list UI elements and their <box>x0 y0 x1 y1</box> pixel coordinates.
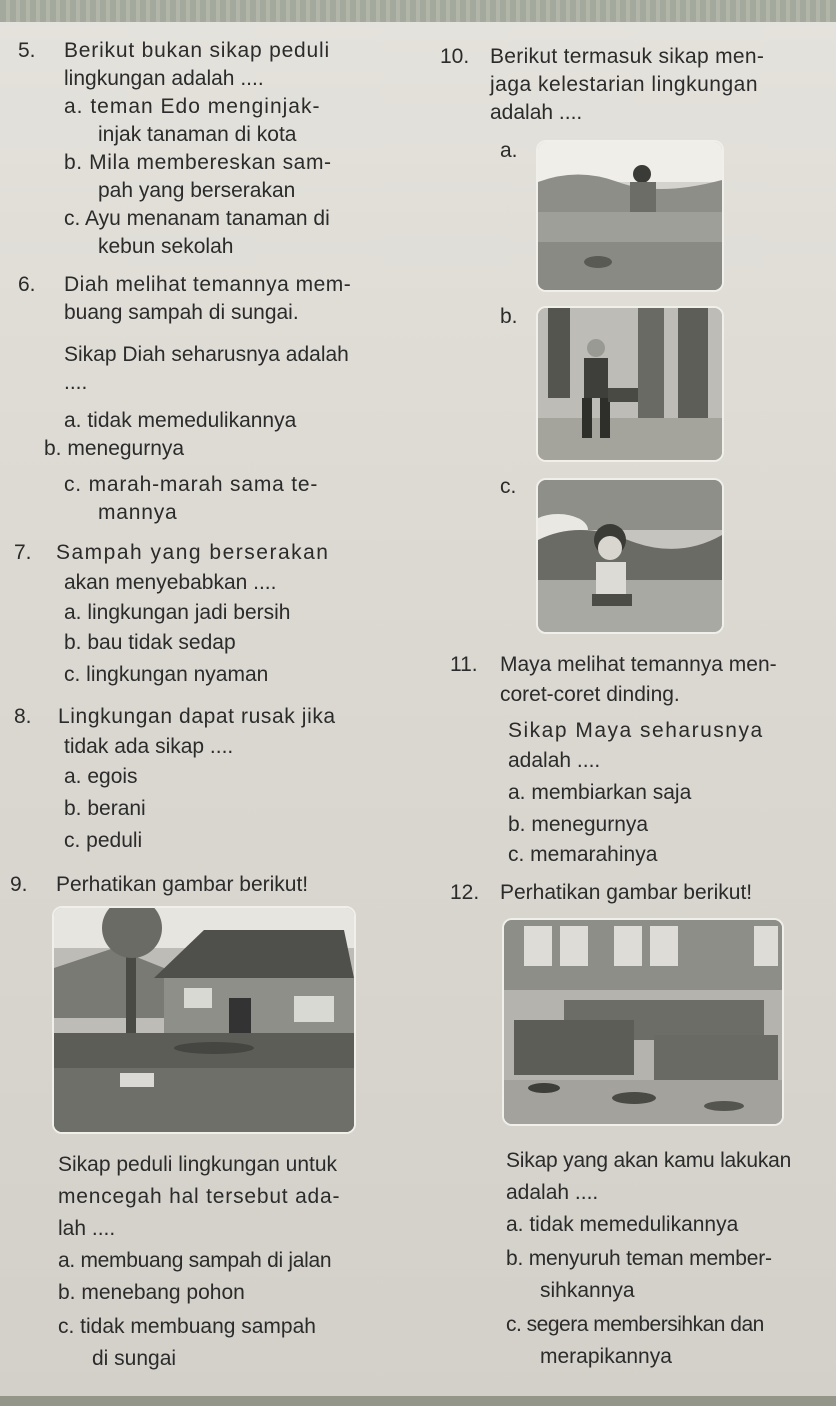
q11-line2: coret-coret dinding. <box>500 683 680 706</box>
q9-option-a: a. membuang sampah di jalan <box>58 1249 332 1272</box>
q10-option-c-label: c. <box>500 475 517 498</box>
q5-option-a-line1: a. teman Edo menginjak- <box>64 95 321 118</box>
q6-number: 6. <box>18 273 36 296</box>
q9-line1: Perhatikan gambar berikut! <box>56 873 309 896</box>
q11-line3: Sikap Maya seharusnya <box>508 719 764 742</box>
q6-line4: .... <box>64 371 88 394</box>
q10-number: 10. <box>440 45 470 68</box>
q9-number: 9. <box>10 873 28 896</box>
q6-option-c-line1: c. marah-marah sama te- <box>64 473 319 496</box>
q10-option-a-illustration <box>538 142 722 290</box>
q7-option-c: c. lingkungan nyaman <box>64 663 269 686</box>
q5-line2: lingkungan adalah .... <box>64 67 264 90</box>
q8-option-a: a. egois <box>64 765 138 788</box>
q12-option-b-line1: b. menyuruh teman member- <box>506 1247 772 1270</box>
q11-line4: adalah .... <box>508 749 601 772</box>
q5-number: 5. <box>18 39 36 62</box>
q11-option-a: a. membiarkan saja <box>508 781 692 804</box>
q12-picture-messy-classroom <box>502 918 784 1126</box>
q9-picture-village-trash <box>52 906 356 1134</box>
q9-stem-line3: lah .... <box>58 1217 116 1240</box>
q6-line2: buang sampah di sungai. <box>64 301 299 324</box>
q12-stem-line2: adalah .... <box>506 1181 599 1204</box>
q8-line2: tidak ada sikap .... <box>64 735 234 758</box>
q10-option-b-label: b. <box>500 305 518 328</box>
q11-option-c: c. memarahinya <box>508 843 658 866</box>
q11-number: 11. <box>450 653 478 676</box>
q5-line1: Berikut bukan sikap peduli <box>64 39 330 62</box>
q9-option-b: b. menebang pohon <box>58 1281 245 1304</box>
q7-line1: Sampah yang berserakan <box>56 541 330 564</box>
q9-illustration <box>54 908 354 1132</box>
q9-stem-line2: mencegah hal tersebut ada- <box>58 1185 341 1208</box>
q12-option-a: a. tidak memedulikannya <box>506 1213 739 1236</box>
q7-option-b: b. bau tidak sedap <box>64 631 236 654</box>
q8-option-c: c. peduli <box>64 829 143 852</box>
q8-option-b: b. berani <box>64 797 146 820</box>
q5-option-c-line1: c. Ayu menanam tanaman di <box>64 207 330 230</box>
q6-line1: Diah melihat temannya mem- <box>64 273 352 296</box>
page-bottom-edge <box>0 1396 836 1406</box>
q6-option-b: b. menegurnya <box>44 437 185 460</box>
q12-illustration <box>504 920 782 1124</box>
q12-line1: Perhatikan gambar berikut! <box>500 881 753 904</box>
q10-option-a-label: a. <box>500 139 518 162</box>
q7-number: 7. <box>14 541 32 564</box>
q5-option-a-line2: injak tanaman di kota <box>98 123 297 146</box>
q5-option-b-line1: b. Mila membereskan sam- <box>64 151 332 174</box>
q12-option-c-line1: c. segera membersihkan dan <box>506 1313 764 1336</box>
q9-option-c-line2: di sungai <box>92 1347 177 1370</box>
q7-option-a: a. lingkungan jadi bersih <box>64 601 291 624</box>
q5-option-c-line2: kebun sekolah <box>98 235 234 258</box>
q6-option-a: a. tidak memedulikannya <box>64 409 297 432</box>
q10-option-c-illustration <box>538 480 722 632</box>
q11-line1: Maya melihat temannya men- <box>500 653 777 676</box>
q10-option-c-picture <box>536 478 724 634</box>
q10-option-b-picture <box>536 306 724 462</box>
q12-option-b-line2: sihkannya <box>540 1279 635 1302</box>
q9-option-c-line1: c. tidak membuang sampah <box>58 1315 316 1338</box>
q8-line1: Lingkungan dapat rusak jika <box>58 705 336 728</box>
q11-option-b: b. menegurnya <box>508 813 649 836</box>
page-top-edge <box>0 0 836 22</box>
q12-option-c-line2: merapikannya <box>540 1345 672 1368</box>
q6-option-c-line2: mannya <box>98 501 178 524</box>
q10-option-a-picture <box>536 140 724 292</box>
q8-number: 8. <box>14 705 32 728</box>
q6-line3: Sikap Diah seharusnya adalah <box>64 343 349 366</box>
q5-option-b-line2: pah yang berserakan <box>98 179 296 202</box>
q10-line1: Berikut termasuk sikap men- <box>490 45 765 68</box>
q10-line2: jaga kelestarian lingkungan <box>490 73 759 96</box>
q10-line3: adalah .... <box>490 101 583 124</box>
q7-line2: akan menyebabkan .... <box>64 571 277 594</box>
q12-number: 12. <box>450 881 480 904</box>
q10-option-b-illustration <box>538 308 722 460</box>
q9-stem-line1: Sikap peduli lingkungan untuk <box>58 1153 338 1176</box>
q12-stem-line1: Sikap yang akan kamu lakukan <box>506 1149 792 1172</box>
